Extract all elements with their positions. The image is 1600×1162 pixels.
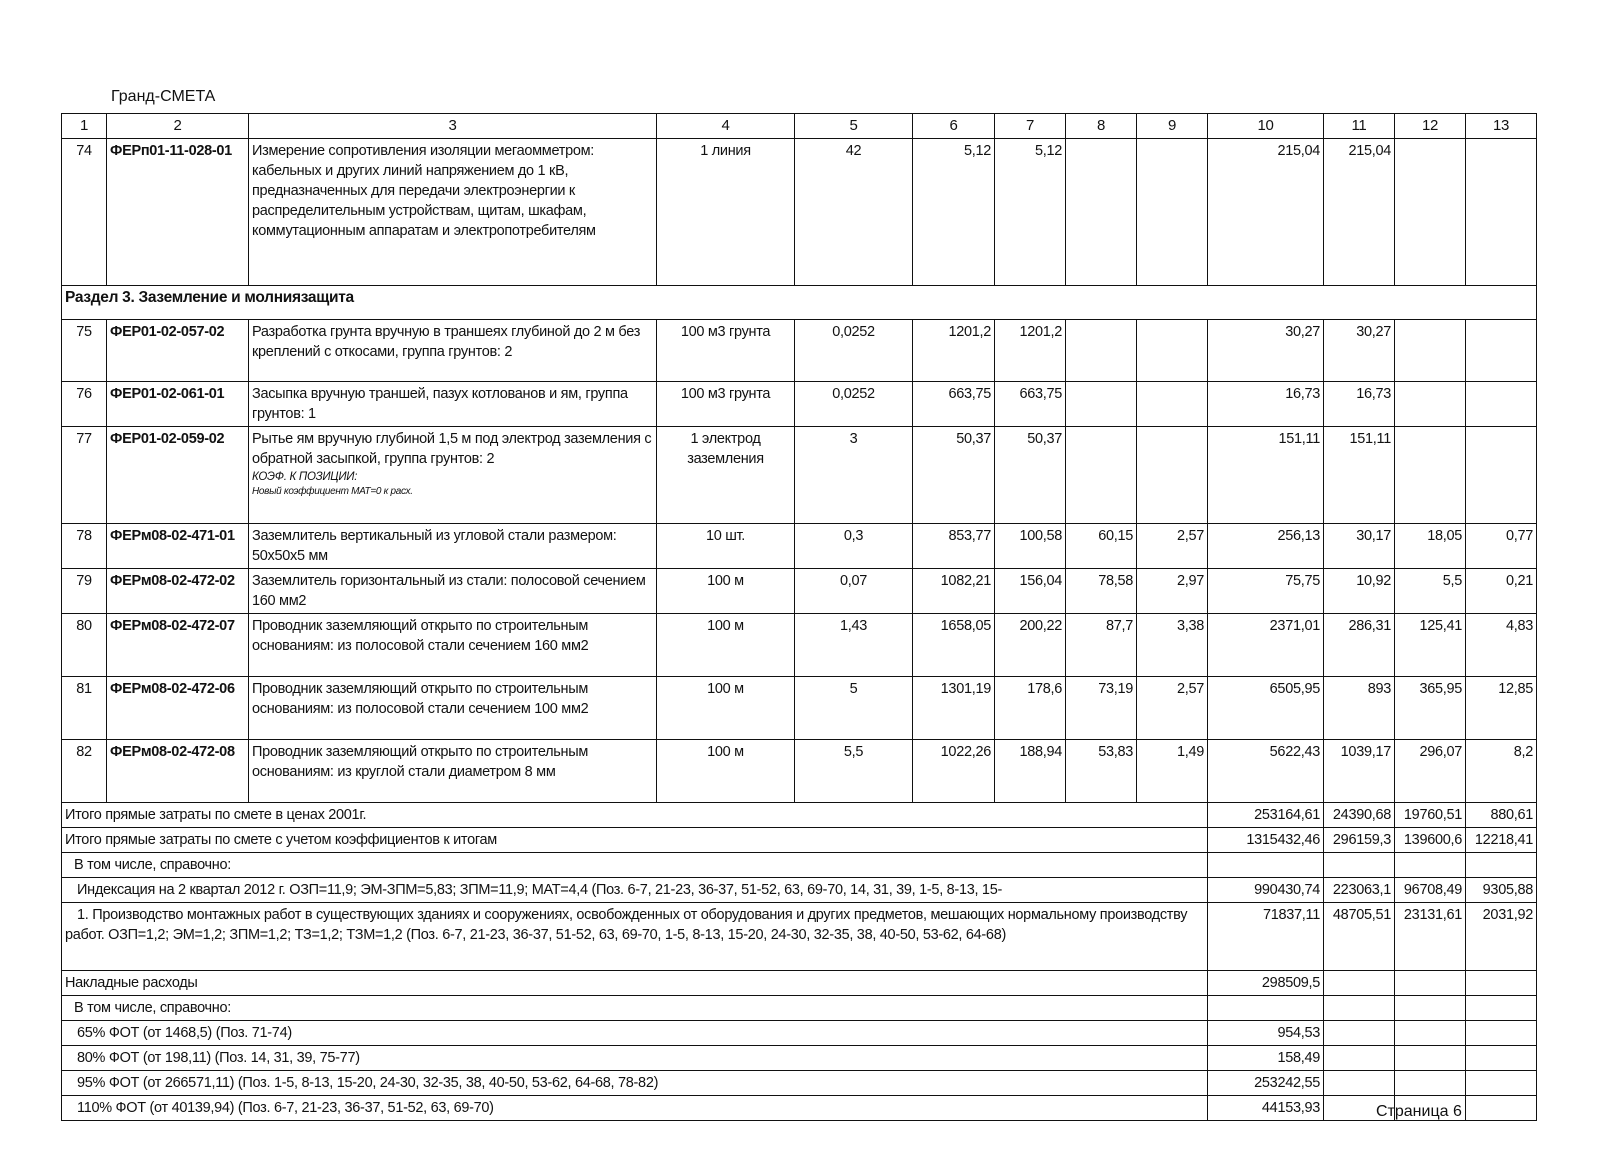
value-c13 [1466,139,1537,286]
column-header: 10 [1208,114,1324,139]
summary-c13: 12218,41 [1466,828,1537,853]
quantity: 5 [795,677,913,740]
description-text: Измерение сопротивления изоляции мегаомметром: кабельных и других линий напряжением до 1 кВ, предназначенных для передачи электроэнергии к распределительным устройствам, щитам, шкафам, коммутационным аппаратам и электропотребителям [252,143,596,239]
position-number: 78 [62,524,107,569]
summary-c11 [1324,996,1395,1021]
summary-c13 [1466,1096,1537,1121]
summary-c11 [1324,1071,1395,1096]
rate-code: ФЕР01-02-059-02 [107,427,249,524]
value-c7: 188,94 [995,740,1066,803]
summary-c10: 990430,74 [1208,878,1324,903]
value-c10: 30,27 [1208,320,1324,382]
value-c6: 663,75 [913,382,995,427]
value-c10: 5622,43 [1208,740,1324,803]
summary-c13: 9305,88 [1466,878,1537,903]
value-c10: 151,11 [1208,427,1324,524]
value-c6: 1082,21 [913,569,995,614]
work-description [249,427,657,524]
table-row [62,614,1537,677]
summary-c11 [1324,1021,1395,1046]
table-row [62,569,1537,614]
rate-code: ФЕР01-02-061-01 [107,382,249,427]
summary-c12: 19760,51 [1395,803,1466,828]
page-number: Страница 6 [1376,1103,1462,1120]
value-c8: 60,15 [1066,524,1137,569]
summary-c10: 298509,5 [1208,971,1324,996]
work-description [249,677,657,740]
summary-c11 [1324,853,1395,878]
value-c10: 16,73 [1208,382,1324,427]
summary-label: 65% ФОТ (от 1468,5) (Поз. 71-74) [62,1021,1208,1046]
summary-label: 80% ФОТ (от 198,11) (Поз. 14, 31, 39, 75-77) [62,1046,1208,1071]
quantity: 1,43 [795,614,913,677]
value-c7: 663,75 [995,382,1066,427]
value-c13: 0,77 [1466,524,1537,569]
quantity: 0,0252 [795,382,913,427]
value-c7: 50,37 [995,427,1066,524]
column-header: 3 [249,114,657,139]
quantity: 0,07 [795,569,913,614]
unit: 100 м3 грунта [657,320,795,382]
summary-row [62,803,1537,828]
value-c13: 12,85 [1466,677,1537,740]
rate-code: ФЕРм08-02-471-01 [107,524,249,569]
value-c12: 296,07 [1395,740,1466,803]
description-text: Разработка грунта вручную в траншеях глубиной до 2 м без креплений с откосами, группа грунтов: 2 [252,324,641,360]
summary-c13: 2031,92 [1466,903,1537,971]
column-header: 1 [62,114,107,139]
column-header: 11 [1324,114,1395,139]
quantity: 42 [795,139,913,286]
value-c8: 87,7 [1066,614,1137,677]
summary-label: В том числе, справочно: [62,853,1208,878]
summary-row [62,1096,1537,1121]
column-header: 6 [913,114,995,139]
summary-c13 [1466,853,1537,878]
value-c9: 3,38 [1137,614,1208,677]
description-text: Заземлитель горизонтальный из стали: полосовой сечением 160 мм2 [252,573,646,609]
value-c9 [1137,139,1208,286]
summary-c10: 44153,93 [1208,1096,1324,1121]
summary-c11: 296159,3 [1324,828,1395,853]
summary-c11 [1324,1046,1395,1071]
summary-c12 [1395,1071,1466,1096]
description-text: Проводник заземляющий открыто по строительным основаниям: из круглой стали диаметром 8 мм [252,744,589,780]
summary-row [62,828,1537,853]
summary-row [62,878,1537,903]
summary-row [62,971,1537,996]
rate-code: ФЕРп01-11-028-01 [107,139,249,286]
quantity: 3 [795,427,913,524]
rate-code: ФЕРм08-02-472-08 [107,740,249,803]
summary-c10: 253242,55 [1208,1071,1324,1096]
value-c8: 73,19 [1066,677,1137,740]
summary-c12 [1395,853,1466,878]
column-header: 9 [1137,114,1208,139]
value-c8 [1066,382,1137,427]
column-header: 7 [995,114,1066,139]
value-c13 [1466,320,1537,382]
column-header: 12 [1395,114,1466,139]
summary-c12 [1395,1021,1466,1046]
value-c12 [1395,427,1466,524]
summary-c12 [1395,1046,1466,1071]
summary-c13 [1466,996,1537,1021]
coefficient-detail: Новый коэффициент МАТ=0 к расх. [252,486,413,497]
value-c8: 78,58 [1066,569,1137,614]
column-header: 8 [1066,114,1137,139]
summary-c12 [1395,996,1466,1021]
value-c9 [1137,320,1208,382]
summary-c13 [1466,1071,1537,1096]
quantity: 0,0252 [795,320,913,382]
position-number: 82 [62,740,107,803]
work-description [249,569,657,614]
value-c12: 18,05 [1395,524,1466,569]
position-number: 81 [62,677,107,740]
summary-c11: 223063,1 [1324,878,1395,903]
table-row [62,320,1537,382]
table-row [62,382,1537,427]
value-c13: 8,2 [1466,740,1537,803]
column-header: 5 [795,114,913,139]
summary-c13 [1466,971,1537,996]
summary-label: Индексация на 2 квартал 2012 г. ОЗП=11,9; ЭМ-ЗПМ=5,83; ЗПМ=11,9; МАТ=4,4 (Поз. 6-7, 21-23, 36-37, 51-52, 63, 69-70, 14, 31, 39, 1-5, 8-13, 15- [62,878,1208,903]
column-number-row [62,114,1537,139]
summary-label: 110% ФОТ (от 40139,94) (Поз. 6-7, 21-23, 36-37, 51-52, 63, 69-70) [62,1096,1208,1121]
table-row [62,677,1537,740]
summary-label: Итого прямые затраты по смете в ценах 2001г. [62,803,1208,828]
column-header: 13 [1466,114,1537,139]
value-c10: 2371,01 [1208,614,1324,677]
table-row [62,740,1537,803]
unit: 100 м3 грунта [657,382,795,427]
summary-c10 [1208,996,1324,1021]
summary-c13 [1466,1021,1537,1046]
work-description [249,614,657,677]
summary-c10: 1315432,46 [1208,828,1324,853]
summary-c13: 880,61 [1466,803,1537,828]
value-c6: 1301,19 [913,677,995,740]
value-c9: 1,49 [1137,740,1208,803]
summary-c12 [1395,971,1466,996]
unit: 1 линия [657,139,795,286]
description-text: Засыпка вручную траншей, пазух котлованов и ям, группа грунтов: 1 [252,386,628,422]
table-row [62,139,1537,286]
value-c7: 156,04 [995,569,1066,614]
summary-c12: 23131,61 [1395,903,1466,971]
table-row [62,524,1537,569]
rate-code: ФЕРм08-02-472-06 [107,677,249,740]
value-c12: 5,5 [1395,569,1466,614]
section-header-row [62,286,1537,320]
value-c11: 286,31 [1324,614,1395,677]
summary-label: Накладные расходы [62,971,1208,996]
unit: 100 м [657,614,795,677]
summary-row [62,903,1537,971]
value-c13 [1466,427,1537,524]
summary-row [62,1071,1537,1096]
value-c11: 30,17 [1324,524,1395,569]
value-c8 [1066,139,1137,286]
summary-label: В том числе, справочно: [62,996,1208,1021]
value-c11: 30,27 [1324,320,1395,382]
position-number: 79 [62,569,107,614]
summary-label: 1. Производство монтажных работ в существующих зданиях и сооружениях, освобожденных от оборудования и других предметов, мешающих нормальному производству работ. ОЗП=1,2; ЭМ=1,2; ЗПМ=1,2; ТЗ=1,2; ТЗМ=1,2 (Поз. 6-7, 21-23, 36-37, 51-52, 63, 69-70, 1-5, 8-13, 15-20, 24-30, 32-35, 38, 40-50, 53-62, 64-68) [62,903,1208,971]
value-c10: 75,75 [1208,569,1324,614]
table-row [62,427,1537,524]
unit: 100 м [657,569,795,614]
description-text: Проводник заземляющий открыто по строительным основаниям: из полосовой стали сечением 100 мм2 [252,681,589,717]
summary-c10: 71837,11 [1208,903,1324,971]
value-c8 [1066,427,1137,524]
description-text: Заземлитель вертикальный из угловой стали размером: 50x50x5 мм [252,528,617,564]
value-c9 [1137,427,1208,524]
position-number: 74 [62,139,107,286]
position-number: 75 [62,320,107,382]
value-c7: 178,6 [995,677,1066,740]
unit: 100 м [657,740,795,803]
value-c13 [1466,382,1537,427]
value-c10: 6505,95 [1208,677,1324,740]
value-c9: 2,57 [1137,677,1208,740]
summary-row [62,1046,1537,1071]
value-c9 [1137,382,1208,427]
value-c10: 215,04 [1208,139,1324,286]
summary-c11: 24390,68 [1324,803,1395,828]
summary-c12: 96708,49 [1395,878,1466,903]
work-description [249,139,657,286]
value-c12: 365,95 [1395,677,1466,740]
unit: 10 шт. [657,524,795,569]
work-description [249,320,657,382]
rate-code: ФЕРм08-02-472-02 [107,569,249,614]
value-c11: 1039,17 [1324,740,1395,803]
value-c12: 125,41 [1395,614,1466,677]
unit: 100 м [657,677,795,740]
summary-row [62,853,1537,878]
value-c9: 2,97 [1137,569,1208,614]
unit: 1 электрод заземления [657,427,795,524]
description-text: Проводник заземляющий открыто по строительным основаниям: из полосовой стали сечением 160 мм2 [252,618,589,654]
rate-code: ФЕРм08-02-472-07 [107,614,249,677]
value-c7: 100,58 [995,524,1066,569]
value-c6: 50,37 [913,427,995,524]
value-c8: 53,83 [1066,740,1137,803]
coefficient-note: КОЭФ. К ПОЗИЦИИ: [252,471,358,483]
summary-c10 [1208,853,1324,878]
position-number: 77 [62,427,107,524]
value-c7: 200,22 [995,614,1066,677]
summary-row [62,996,1537,1021]
work-description [249,524,657,569]
work-description [249,740,657,803]
value-c11: 893 [1324,677,1395,740]
position-number: 80 [62,614,107,677]
quantity: 5,5 [795,740,913,803]
summary-c10: 253164,61 [1208,803,1324,828]
summary-row [62,1021,1537,1046]
value-c6: 1201,2 [913,320,995,382]
value-c6: 5,12 [913,139,995,286]
description-text: Рытье ям вручную глубиной 1,5 м под электрод заземления с обратной засыпкой, группа грунтов: 2 [252,431,652,467]
value-c9: 2,57 [1137,524,1208,569]
value-c12 [1395,320,1466,382]
work-description [249,382,657,427]
value-c6: 1022,26 [913,740,995,803]
rate-code: ФЕР01-02-057-02 [107,320,249,382]
column-header: 2 [107,114,249,139]
value-c11: 16,73 [1324,382,1395,427]
value-c12 [1395,139,1466,286]
value-c6: 853,77 [913,524,995,569]
app-title: Гранд-СМЕТА [111,88,216,105]
summary-c12: 139600,6 [1395,828,1466,853]
summary-c11: 48705,51 [1324,903,1395,971]
value-c12 [1395,382,1466,427]
value-c10: 256,13 [1208,524,1324,569]
estimate-table [61,113,1537,1121]
summary-c13 [1466,1046,1537,1071]
summary-label: 95% ФОТ (от 266571,11) (Поз. 1-5, 8-13, 15-20, 24-30, 32-35, 38, 40-50, 53-62, 64-68, 78-82) [62,1071,1208,1096]
column-header: 4 [657,114,795,139]
value-c7: 5,12 [995,139,1066,286]
quantity: 0,3 [795,524,913,569]
summary-c10: 158,49 [1208,1046,1324,1071]
section-title: Раздел 3. Заземление и молниязащита [62,286,1537,320]
value-c11: 151,11 [1324,427,1395,524]
value-c6: 1658,05 [913,614,995,677]
value-c13: 0,21 [1466,569,1537,614]
summary-label: Итого прямые затраты по смете с учетом коэффициентов к итогам [62,828,1208,853]
summary-c11 [1324,971,1395,996]
value-c7: 1201,2 [995,320,1066,382]
position-number: 76 [62,382,107,427]
value-c11: 215,04 [1324,139,1395,286]
value-c8 [1066,320,1137,382]
value-c13: 4,83 [1466,614,1537,677]
summary-c10: 954,53 [1208,1021,1324,1046]
value-c11: 10,92 [1324,569,1395,614]
